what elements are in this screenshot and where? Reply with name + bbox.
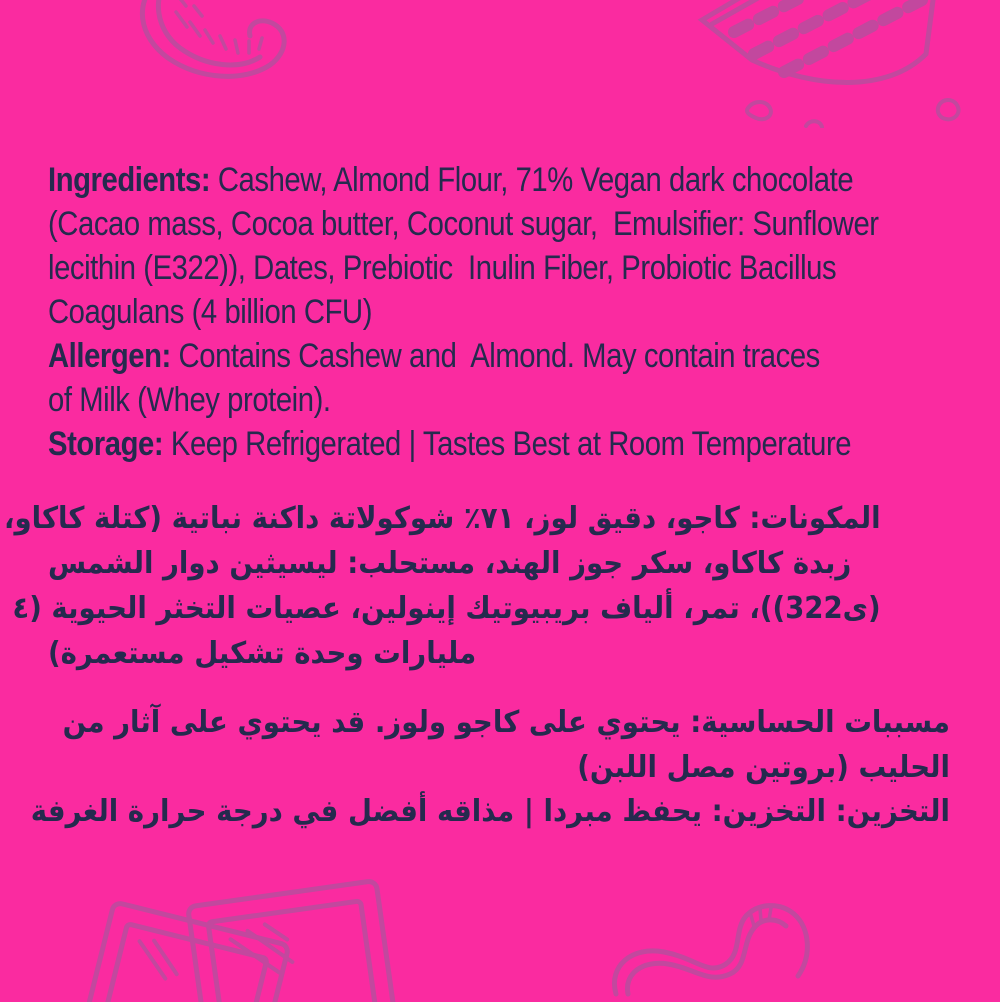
info-line-label: Allergen:	[48, 337, 171, 375]
chocolate-bar-sketch-top-right	[688, 0, 988, 128]
arabic-ingredients-line: مليارات وحدة تشكيل مستعمرة)	[48, 636, 477, 671]
english-info-line: Coagulans (4 billion CFU)	[48, 293, 373, 331]
english-info-line: Allergen: Contains Cashew and Almond. May contain traces	[48, 337, 820, 375]
english-info-line: lecithin (E322)), Dates, Prebiotic Inulin Fiber, Probiotic Bacillus	[48, 249, 837, 287]
arabic-ingredients-line: المكونات: كاجو، دقيق لوز، ٧١٪ شوكولاتة داكنة نباتية (كتلة كاكاو،	[3, 501, 881, 536]
english-info-line: Ingredients: Cashew, Almond Flour, 71% Vegan dark chocolate	[48, 161, 854, 199]
arabic-ingredients-line: زبدة كاكاو، سكر جوز الهند، مستحلب: ليسيثين دوار الشمس	[48, 546, 852, 581]
cashew-sketch-bottom-right	[608, 902, 898, 1002]
chocolate-squares-sketch-bottom-left	[72, 852, 402, 1002]
arabic-ingredients-line: (ى322))، تمر، ألياف بريبيوتيك إينولين، عصيات التخثر الحيوية (٤	[12, 591, 881, 626]
english-info-block	[48, 158, 958, 466]
info-line-label: Ingredients:	[48, 161, 211, 199]
english-info-line: Storage: Keep Refrigerated | Tastes Best at Room Temperature	[48, 425, 852, 463]
cashew-sketch-top-left	[118, 0, 313, 96]
arabic-allergen-block	[45, 700, 950, 790]
arabic-storage-line: التخزين: التخزين: يحفظ مبردا | مذاقه أفضل في درجة حرارة الغرفة	[30, 794, 950, 829]
info-line-label: Storage:	[48, 425, 164, 463]
english-info-line: of Milk (Whey protein).	[48, 381, 331, 419]
arabic-allergen-line: مسببات الحساسية: يحتوي على كاجو ولوز. قد يحتوي على آثار من	[62, 705, 950, 740]
english-info-line: (Cacao mass, Cocoa butter, Coconut sugar, Emulsifier: Sunflower	[48, 205, 879, 243]
arabic-storage-block	[30, 789, 950, 834]
arabic-ingredients-block	[3, 496, 953, 676]
arabic-allergen-line: الحليب (بروتين مصل اللبن)	[577, 750, 950, 785]
